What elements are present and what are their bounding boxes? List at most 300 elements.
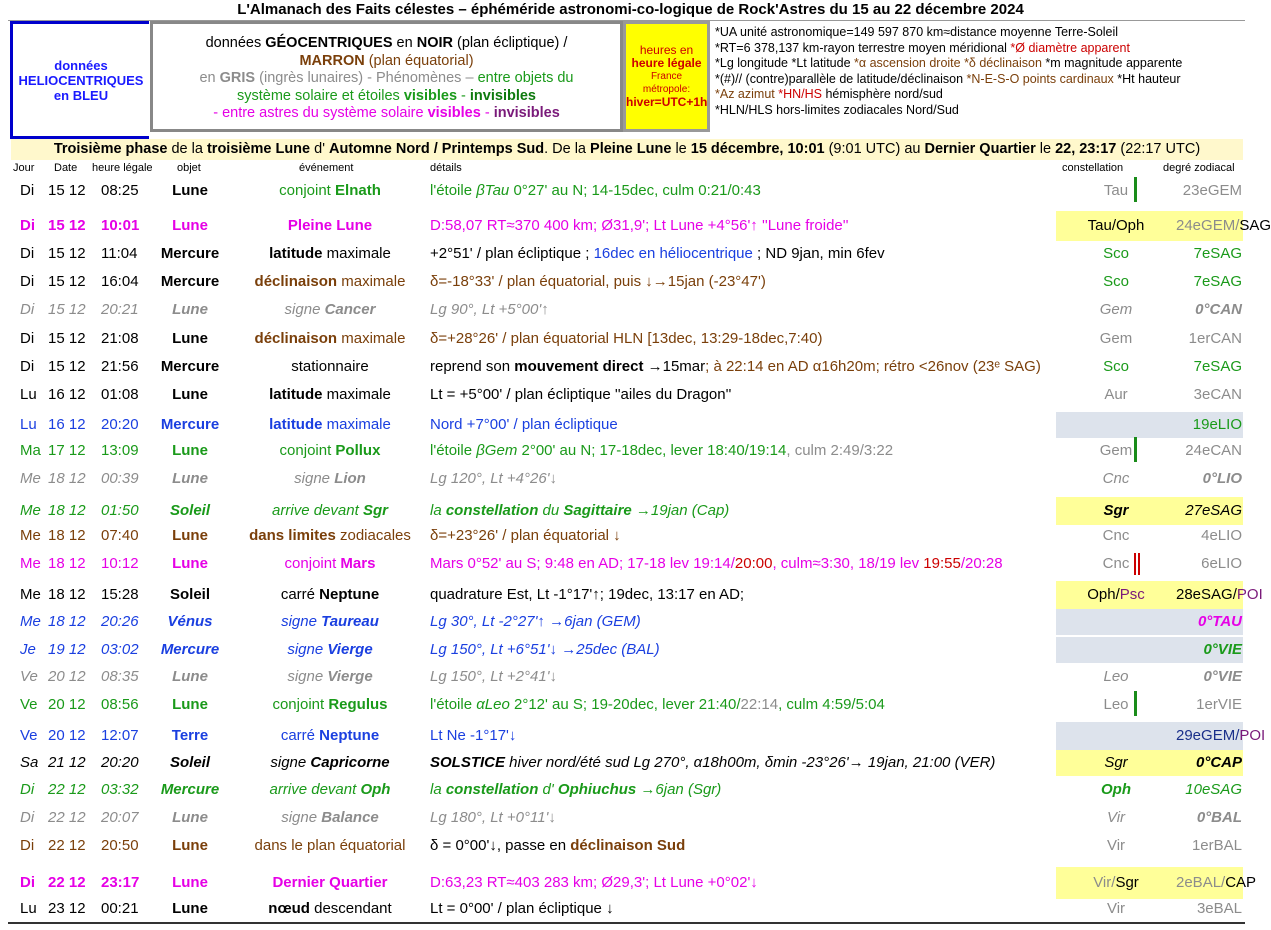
details-text: , culm≈3:30, 18/19 lev: [772, 555, 924, 572]
geo-text: NOIR: [416, 35, 453, 51]
day-cell: Me: [20, 470, 41, 487]
legal-line: heure légale: [631, 56, 702, 70]
constellation-text: Vir: [1106, 837, 1126, 854]
event-cell: [230, 299, 430, 321]
constellation-text: Gem: [1099, 301, 1133, 318]
constellation-cell: [1056, 750, 1176, 776]
day-cell: Di: [20, 301, 35, 318]
table-row: [0, 807, 1261, 829]
helio-legend-box: [10, 21, 149, 139]
phase-text: le: [1035, 141, 1056, 157]
details-text: 16dec en héliocentrique: [593, 245, 753, 262]
zodiac-degree-cell: [1176, 525, 1242, 547]
time-cell: 23:17: [101, 874, 140, 891]
day-cell: Di: [20, 781, 35, 798]
legend-line: [715, 56, 1255, 72]
event-cell: [230, 211, 430, 241]
details-text: 0°27' au N; 14-15dec, culm 0:21/0:43: [509, 182, 761, 199]
zodiac-degree-cell: [1176, 694, 1242, 716]
day-cell: Ve: [20, 668, 38, 685]
zodiac-degree-cell: [1176, 384, 1242, 406]
constellation-cell: [1056, 180, 1176, 202]
constellation-cell: [1056, 525, 1176, 547]
date-cell: 22 12: [48, 809, 86, 826]
details-cell: [430, 271, 766, 293]
details-text: +2°51' / plan écliptique ;: [430, 245, 594, 262]
table-row: [0, 637, 1261, 663]
table-row: [0, 609, 1261, 635]
zodiac-degree-cell: [1176, 412, 1242, 438]
zodiac-degree-cell: [1176, 750, 1242, 776]
geo-text: MARRON: [299, 52, 365, 69]
event-cell: [230, 243, 430, 265]
details-text: du: [538, 502, 564, 519]
marker-bar: [1138, 553, 1140, 575]
details-text: δ = 0°00'↓, passe en: [430, 837, 571, 854]
day-cell: Lu: [20, 416, 37, 433]
event-cell: [230, 609, 430, 635]
marker-bar: [1134, 437, 1137, 462]
details-text: 2°12' au S; 19-20dec, lever 21:40/: [509, 696, 741, 713]
constellation-cell: [1056, 299, 1176, 321]
details-text: 20:00: [734, 555, 773, 572]
event-text: Neptune: [319, 586, 380, 603]
event-text: maximale: [337, 273, 406, 290]
event-text: signe: [270, 754, 311, 771]
event-cell: [230, 867, 430, 899]
legend-text: hémisphère nord/sud: [821, 87, 943, 101]
zodiac-degree-text: 0°VIE: [1203, 668, 1242, 685]
date-cell: 15 12: [48, 301, 86, 318]
details-cell: [430, 694, 885, 716]
zodiac-degree-cell: [1176, 211, 1271, 241]
legend-text: *Lg longitude *Lt latitude: [715, 56, 854, 70]
day-cell: Di: [20, 874, 35, 891]
zodiac-degree-text: 0°CAN: [1195, 301, 1242, 318]
zodiac-degree-text: 0°BAL: [1196, 809, 1242, 826]
details-text: D:63,23 RT≈403 283 km; Ø29,3'; Lt Lune +0°02'↓: [430, 874, 758, 891]
zodiac-degree-text: 0°TAU: [1197, 613, 1242, 630]
time-cell: 21:08: [101, 330, 139, 347]
object-cell: Mercure: [160, 416, 220, 433]
event-text: déclinaison: [254, 330, 338, 347]
details-text: déclinaison Sud: [570, 837, 686, 854]
object-cell: Lune: [172, 182, 208, 199]
time-cell: 01:50: [101, 502, 139, 519]
table-row: [0, 412, 1261, 438]
event-text: latitude: [269, 416, 323, 433]
zodiac-degree-text: /: [1221, 874, 1226, 891]
zodiac-degree-text: 4eLIO: [1201, 527, 1242, 544]
geo-text: invisibles: [469, 87, 536, 104]
object-cell: Lune: [172, 809, 208, 826]
event-cell: [230, 525, 430, 547]
phase-text: le: [671, 141, 691, 157]
object-cell: Mercure: [160, 641, 220, 658]
geo-text: -: [480, 105, 494, 121]
details-text: 2°00' au N; 17-18dec, lever 18:40/: [517, 442, 749, 459]
date-cell: 18 12: [48, 586, 86, 603]
event-text: Dernier Quartier: [272, 874, 388, 891]
event-text: Vierge: [327, 668, 373, 685]
details-text: Lg 180°, Lt +0°11'↓: [430, 809, 556, 826]
event-cell: [230, 440, 430, 462]
time-cell: 20:07: [101, 809, 139, 826]
header-date: Date: [54, 162, 78, 174]
marker-bar: [1134, 177, 1137, 202]
constellation-cell: [1056, 243, 1176, 265]
table-row: [0, 779, 1261, 801]
zodiac-degree-text: 27eSAG: [1185, 502, 1242, 519]
details-text: constellation: [445, 781, 539, 798]
event-text: conjoint: [272, 696, 329, 713]
zodiac-degree-text: 0°LIO: [1202, 470, 1242, 487]
zodiac-degree-text: 1erBAL: [1191, 837, 1242, 854]
legend-text: *(#)// (contre)parallèle de latitude/déclinaison: [715, 71, 967, 86]
zodiac-degree-cell: [1176, 299, 1242, 321]
constellation-cell: [1056, 807, 1176, 829]
event-text: signe: [287, 668, 328, 685]
header-objet: objet: [177, 162, 201, 174]
zodiac-degree-cell: [1176, 609, 1242, 635]
legal-line: France: [650, 71, 683, 82]
constellation-text: Oph: [1101, 781, 1131, 798]
object-cell: Soleil: [169, 586, 210, 603]
date-cell: 15 12: [48, 182, 86, 199]
zodiac-degree-text: 23eGEM: [1182, 182, 1242, 199]
details-cell: [430, 356, 1041, 378]
day-cell: Lu: [20, 900, 37, 917]
table-row: [0, 299, 1261, 321]
geo-text: -: [457, 87, 470, 104]
day-cell: Sa: [20, 754, 39, 771]
constellation-cell: [1056, 328, 1176, 350]
details-text: ; ND 9jan, min 6fev: [752, 245, 885, 262]
event-text: latitude: [269, 245, 323, 262]
time-cell: 20:21: [101, 301, 139, 318]
table-row: [0, 750, 1261, 776]
date-cell: 22 12: [48, 781, 86, 798]
event-cell: [230, 384, 430, 406]
helio-line-3: en BLEU: [53, 87, 109, 103]
zodiac-degree-cell: [1176, 666, 1242, 688]
event-text: Sgr: [362, 502, 388, 519]
zodiac-degree-text: CAP: [1225, 874, 1257, 891]
header-degre: degré zodiacal: [1163, 162, 1235, 174]
event-text: Capricorne: [310, 754, 390, 771]
geo-text: système solaire et étoiles: [236, 87, 404, 104]
details-text: Lg 90°, Lt +5°00'↑: [430, 301, 549, 318]
zodiac-degree-cell: [1176, 867, 1257, 899]
details-cell: [430, 637, 660, 663]
event-text: Neptune: [319, 727, 380, 744]
event-text: arrive devant: [272, 502, 363, 519]
constellation-text: /: [1111, 217, 1116, 234]
constellation-cell: [1056, 694, 1176, 716]
details-cell: [430, 180, 761, 202]
details-text: la: [430, 502, 446, 519]
constellation-cell: [1056, 384, 1176, 406]
time-cell: 21:56: [101, 358, 139, 375]
table-row: [0, 835, 1261, 857]
constellation-cell: [1056, 835, 1176, 857]
details-text: Lt Ne -1°17'↓: [430, 727, 517, 744]
event-cell: [230, 468, 430, 490]
details-text: hiver nord/été sud: [505, 754, 634, 771]
event-text: maximale: [322, 386, 391, 403]
date-cell: 22 12: [48, 874, 86, 891]
date-cell: 15 12: [48, 273, 86, 290]
object-cell: Lune: [172, 386, 208, 403]
zodiac-degree-text: SAG: [1239, 217, 1271, 234]
constellation-cell: [1056, 553, 1176, 575]
details-text: d': [538, 781, 558, 798]
details-text: reprend son: [430, 358, 515, 375]
zodiac-degree-text: /: [1235, 727, 1240, 744]
day-cell: Me: [20, 555, 41, 572]
constellation-text: Leo: [1103, 668, 1129, 685]
lunar-phase-banner: [11, 139, 1243, 160]
zodiac-degree-text: /: [1232, 586, 1237, 603]
zodiac-degree-text: 7eSAG: [1193, 273, 1242, 290]
details-cell: [430, 211, 848, 241]
day-cell: Di: [20, 273, 35, 290]
geo-text: GÉOCENTRIQUES: [265, 35, 393, 51]
object-cell: Lune: [172, 470, 208, 487]
geo-text: - entre astres du système solaire: [213, 105, 428, 121]
geo-text: données: [205, 35, 266, 51]
details-cell: [430, 243, 885, 265]
constellation-text: Aur: [1104, 386, 1128, 403]
details-text: 19:14: [748, 442, 787, 459]
day-cell: Me: [20, 586, 41, 603]
legend-line: [715, 25, 1255, 41]
details-text: 22:14: [740, 696, 779, 713]
zodiac-degree-cell: [1176, 497, 1242, 525]
constellation-text: Tau: [1087, 217, 1112, 234]
event-text: signe: [281, 809, 322, 826]
details-text: l'étoile: [430, 442, 477, 459]
details-cell: [430, 666, 557, 688]
event-cell: [230, 271, 430, 293]
zodiac-degree-cell: [1176, 553, 1242, 575]
bottom-rule: [8, 922, 1245, 924]
event-text: conjoint: [284, 555, 341, 572]
phase-text: Automne Nord / Printemps Sud: [329, 141, 545, 157]
object-cell: Mercure: [160, 245, 220, 262]
legend-line: [715, 41, 1255, 57]
date-cell: 18 12: [48, 555, 86, 572]
event-text: Balance: [321, 809, 379, 826]
legend-text: *Ht hauteur: [1113, 71, 1181, 86]
details-cell: [430, 412, 618, 438]
event-text: signe: [281, 613, 322, 630]
legend-line: [715, 72, 1255, 88]
event-cell: [230, 779, 430, 801]
zodiac-degree-text: 10eSAG: [1185, 781, 1242, 798]
details-cell: [430, 722, 516, 750]
day-cell: Me: [20, 502, 41, 519]
details-text: l'étoile: [430, 182, 477, 199]
constellation-text: Sgr: [1103, 502, 1129, 519]
details-text: βGem: [476, 442, 518, 459]
date-cell: 18 12: [48, 527, 86, 544]
details-text: 19jan, 21:00 (VER): [867, 754, 996, 771]
marker-bar: [1134, 691, 1137, 716]
event-text: descendant: [309, 900, 392, 917]
zodiac-degree-text: 19eLIO: [1192, 416, 1242, 433]
zodiac-degree-cell: [1176, 328, 1242, 350]
constellation-text: Psc: [1119, 586, 1145, 603]
table-row: [0, 581, 1261, 609]
geo-text: GRIS: [219, 70, 256, 86]
event-cell: [230, 666, 430, 688]
zodiac-degree-cell: [1176, 356, 1242, 378]
date-cell: 18 12: [48, 502, 86, 519]
event-text: dans le plan équatorial: [254, 837, 406, 854]
constellation-text: /: [1111, 874, 1116, 891]
zodiac-degree-cell: [1176, 468, 1242, 490]
details-cell: [430, 384, 731, 406]
event-text: Pollux: [335, 442, 381, 459]
constellation-cell: [1056, 271, 1176, 293]
phase-text: de la: [167, 141, 207, 157]
zodiac-degree-text: 0°CAP: [1195, 754, 1242, 771]
details-text: D:58,07 RT≈370 400 km; Ø31,9'; Lt Lune +4°56'↑ ''Lune froide'': [430, 217, 849, 234]
zodiac-degree-text: 24eGEM: [1176, 217, 1236, 234]
table-row: [0, 722, 1266, 750]
event-cell: [230, 328, 430, 350]
day-cell: Lu: [20, 386, 37, 403]
event-cell: [230, 807, 430, 829]
event-cell: [230, 835, 430, 857]
time-cell: 08:35: [101, 668, 139, 685]
event-text: dans limites: [249, 527, 336, 544]
date-cell: 20 12: [48, 727, 86, 744]
constellation-cell: [1056, 356, 1176, 378]
legend-text: *RT=6 378,137 km-rayon terrestre moyen méridional: [715, 40, 1011, 55]
constellation-text: Oph: [1087, 586, 1116, 603]
zodiac-degree-text: POI: [1236, 586, 1263, 603]
time-cell: 20:50: [101, 837, 139, 854]
day-cell: Ve: [20, 696, 38, 713]
geo-legend-box: [150, 21, 623, 132]
table-row: [0, 384, 1261, 406]
legend-line: [715, 87, 1255, 103]
zodiac-degree-text: 7eSAG: [1193, 358, 1242, 375]
phase-text: Dernier Quartier: [924, 141, 1036, 157]
marker-bar: [1134, 553, 1136, 575]
event-text: Vierge: [327, 641, 373, 658]
table-row: [0, 497, 1261, 525]
event-text: Cancer: [324, 301, 376, 318]
details-text: la: [430, 781, 446, 798]
details-text: constellation: [445, 502, 539, 519]
phase-text: Pleine Lune: [590, 141, 672, 157]
constellation-text: Leo: [1103, 696, 1129, 713]
details-cell: [430, 835, 685, 857]
constellation-cell: [1056, 666, 1176, 688]
time-cell: 20:20: [101, 754, 139, 771]
zodiac-degree-text: POI: [1239, 727, 1266, 744]
time-cell: 03:02: [101, 641, 139, 658]
day-cell: Di: [20, 245, 35, 262]
object-cell: Lune: [172, 330, 208, 347]
details-text: Mars 0°52' au S; 9:48 en AD; 17-18 lev: [430, 555, 694, 572]
object-cell: Mercure: [160, 358, 220, 375]
details-text: αLeo: [476, 696, 510, 713]
object-cell: Terre: [171, 727, 209, 744]
object-cell: Mercure: [160, 273, 220, 290]
object-cell: Lune: [172, 696, 208, 713]
event-cell: [230, 898, 430, 920]
zodiac-degree-cell: [1176, 440, 1242, 462]
object-cell: Lune: [172, 301, 208, 318]
details-text: mouvement direct: [514, 358, 644, 375]
details-text: Ophiuchus: [557, 781, 637, 798]
details-cell: [430, 898, 614, 920]
date-cell: 16 12: [48, 386, 86, 403]
table-row: [0, 271, 1261, 293]
event-cell: [230, 356, 430, 378]
details-text: , culm 2:49/3:22: [786, 442, 894, 459]
details-text: δ=+28°26' / plan équatorial HLN [13dec, 13:29-18dec,7:40): [430, 330, 823, 347]
table-row: [0, 553, 1261, 575]
zodiac-degree-cell: [1176, 835, 1242, 857]
page-title: L'Almanach des Faits célestes – éphéméride astronomi-co-logique de Rock'Astres du 15 au 22 décembre 2024: [237, 1, 1024, 18]
details-text: βTau: [476, 182, 510, 199]
date-cell: 18 12: [48, 613, 86, 630]
table-row: [0, 525, 1261, 547]
helio-line-2: HELIOCENTRIQUES: [18, 72, 144, 88]
time-cell: 03:32: [101, 781, 139, 798]
time-cell: 20:26: [101, 613, 139, 630]
constellation-text: Sco: [1103, 358, 1129, 375]
zodiac-degree-text: /: [1235, 217, 1240, 234]
event-cell: [230, 694, 430, 716]
legend-text: *UA unité astronomique=149 597 870 km≈distance moyenne Terre-Soleil: [715, 25, 1119, 39]
legend-text: *Ø diamètre apparent: [1010, 40, 1130, 55]
phase-text: troisième Lune: [206, 141, 311, 157]
constellation-text: Cnc: [1102, 470, 1130, 487]
details-cell: [430, 609, 641, 635]
details-text: l'étoile: [430, 696, 477, 713]
time-cell: 00:39: [101, 470, 139, 487]
event-text: Mars: [340, 555, 376, 572]
details-text: Lg 120°, Lt +4°26'↓: [430, 470, 558, 487]
zodiac-degree-text: 1erVIE: [1196, 696, 1242, 713]
details-cell: [430, 299, 549, 321]
details-text: δ=-18°33' / plan équatorial, puis ↓→15jan (-23°47'): [430, 273, 766, 290]
event-text: Taureau: [321, 613, 379, 630]
details-text: →19jan (Cap): [631, 502, 730, 519]
zodiac-degree-text: 3eBAL: [1196, 900, 1242, 917]
time-cell: 16:04: [101, 273, 139, 290]
event-text: maximale: [322, 416, 391, 433]
table-row: [0, 211, 1271, 241]
object-cell: Lune: [172, 874, 208, 891]
day-cell: Di: [20, 358, 35, 375]
table-row: [0, 898, 1261, 920]
legend-text: *m magnitude apparente: [1041, 56, 1183, 70]
table-row: [0, 867, 1261, 899]
event-cell: [230, 553, 430, 575]
event-text: conjoint: [279, 182, 336, 199]
zodiac-degree-cell: [1176, 898, 1242, 920]
event-text: maximale: [337, 330, 406, 347]
zodiac-degree-text: 3eCAN: [1193, 386, 1242, 403]
constellation-text: Sco: [1103, 245, 1129, 262]
